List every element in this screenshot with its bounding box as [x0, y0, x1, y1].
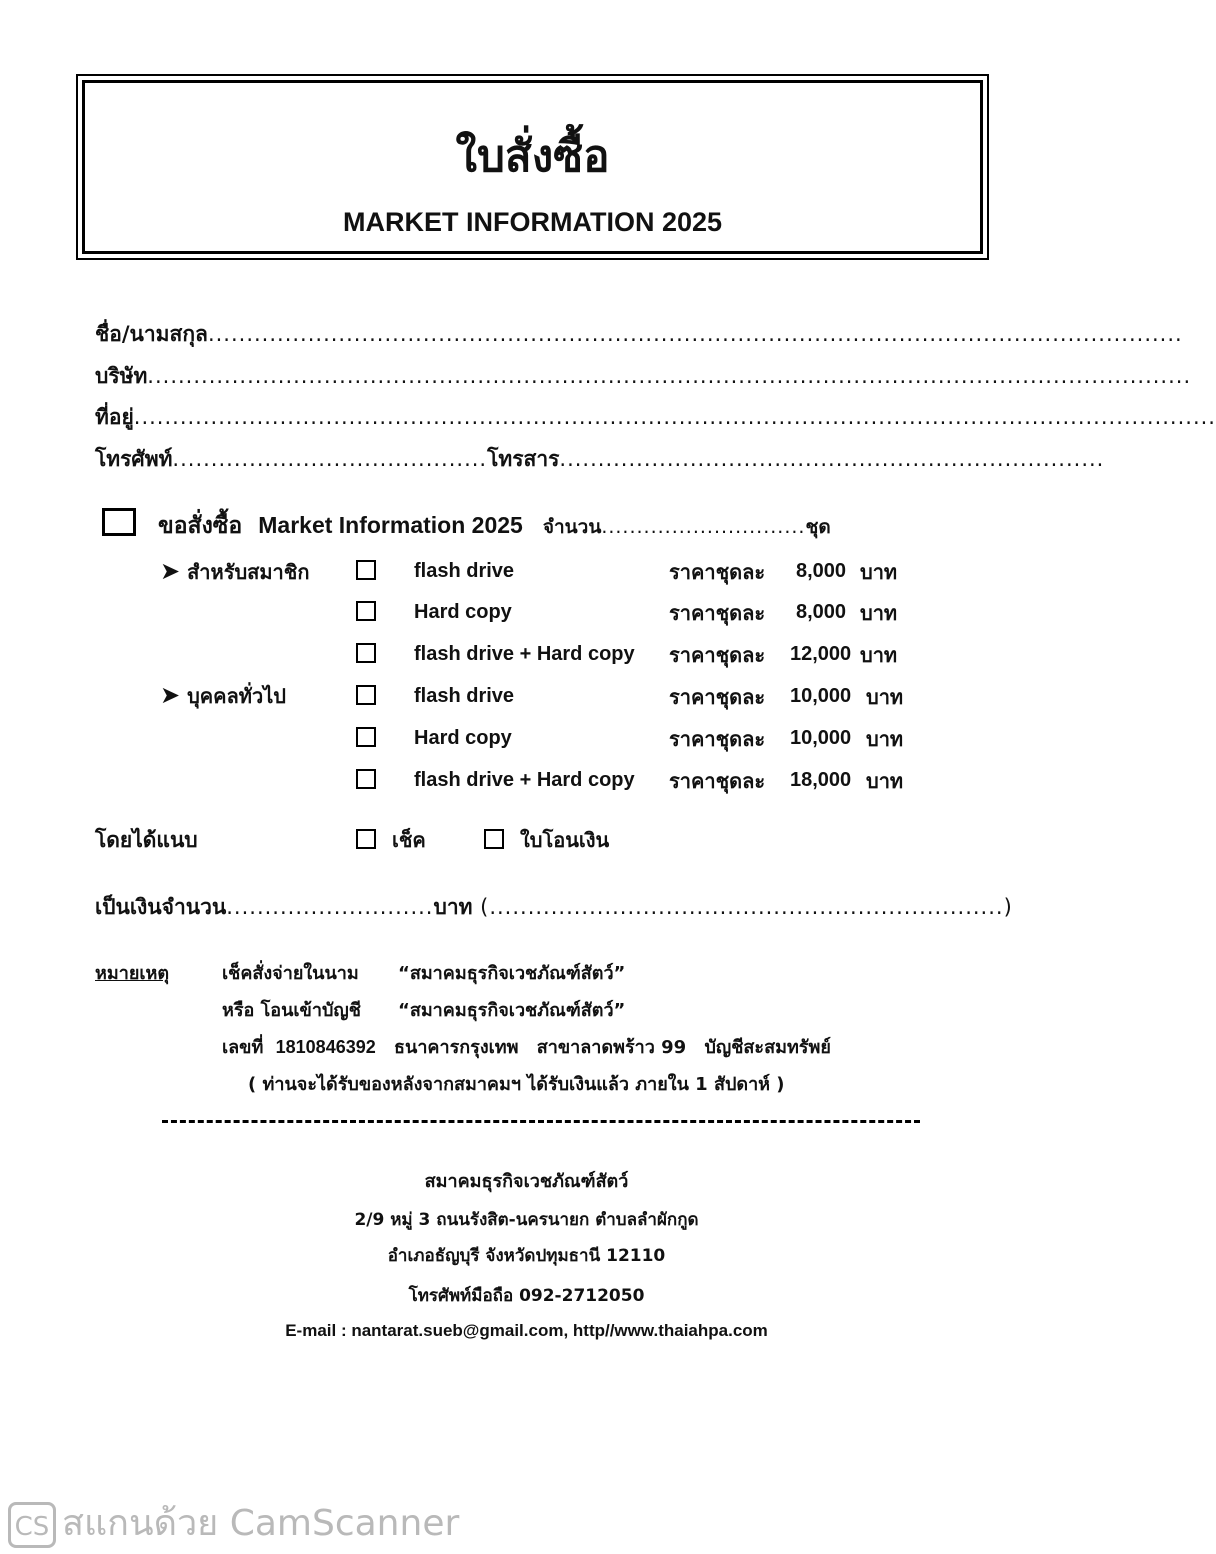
group-members-label: สำหรับสมาชิก — [187, 560, 310, 584]
company-field[interactable]: บริษัท........................................................................................................................................ — [95, 364, 1192, 388]
name-field[interactable]: ชื่อ/นามสกุล............................................................................................................................... — [95, 322, 1183, 346]
price-value: 18,000 — [790, 769, 852, 791]
footer-phone: โทรศัพท์มือถือ 092-2712050 — [408, 1286, 645, 1306]
camscanner-logo-icon: CS — [8, 1502, 56, 1548]
camscanner-watermark — [8, 1494, 459, 1551]
group-general-label: บุคคลทั่วไป — [187, 684, 286, 708]
footer-address2: อำเภอธัญบุรี จังหวัดปทุมธานี 12110 — [387, 1246, 666, 1266]
note-line1-label: เช็คสั่งจ่ายในนาม — [222, 963, 359, 984]
checkbox-member-flash[interactable] — [356, 560, 376, 580]
option-name: Hard copy — [414, 727, 512, 749]
order-checkbox[interactable] — [102, 508, 136, 536]
attach-label: โดยได้แนบ — [95, 828, 198, 852]
price-currency: บาท — [866, 769, 904, 793]
name-label: ชื่อ/นามสกุล — [95, 322, 208, 346]
footer-org: สมาคมธุรกิจเวชภัณฑ์สัตว์ — [424, 1171, 629, 1192]
price-label: ราคาชุดละ — [669, 727, 766, 751]
option-name: flash drive — [414, 685, 515, 707]
checkbox-general-flash[interactable] — [356, 685, 376, 705]
address-field[interactable]: ที่อยู่............................................................................................................................................. — [95, 405, 1216, 429]
price-currency: บาท — [860, 601, 898, 625]
divider — [162, 1120, 920, 1123]
address-label: ที่อยู่ — [95, 405, 134, 429]
price-currency: บาท — [860, 643, 898, 667]
checkbox-member-hardcopy[interactable] — [356, 601, 376, 621]
watermark-text: สแกนด้วย CamScanner — [62, 1503, 460, 1544]
price-label: ราคาชุดละ — [669, 601, 766, 625]
amount-field[interactable]: เป็นเงินจำนวน...........................บาท (...................................................................) — [95, 895, 1013, 919]
note-heading: หมายเหตุ — [95, 963, 170, 984]
checkbox-general-hardcopy[interactable] — [356, 727, 376, 747]
price-value: 12,000 — [790, 643, 852, 665]
option-name: flash drive — [414, 560, 515, 582]
company-label: บริษัท — [95, 364, 148, 388]
price-value: 10,000 — [790, 685, 852, 707]
price-label: ราคาชุดละ — [669, 769, 766, 793]
checkbox-member-both[interactable] — [356, 643, 376, 663]
price-value: 8,000 — [796, 560, 847, 582]
phone-field[interactable]: โทรศัพท์.........................................โทรสาร....................................................................... — [95, 447, 1105, 471]
price-value: 8,000 — [796, 601, 847, 623]
account-label: เลขที่ — [222, 1037, 264, 1058]
order-line — [158, 508, 831, 544]
note-line2-value: “สมาคมธุรกิจเวชภัณฑ์สัตว์” — [398, 1000, 626, 1021]
account-line — [222, 1032, 831, 1061]
checkbox-cheque[interactable] — [356, 829, 376, 849]
order-prefix: ขอสั่งซื้อ — [158, 513, 243, 539]
price-currency: บาท — [866, 685, 904, 709]
amount-baht: บาท — [433, 895, 473, 919]
option-name: flash drive + Hard copy — [414, 769, 635, 791]
bank-name: ธนาคารกรุงเทพ — [394, 1037, 519, 1058]
price-label: ราคาชุดละ — [669, 560, 766, 584]
note-line2-label: หรือ โอนเข้าบัญชี — [222, 1000, 361, 1021]
page-title: ใบสั่งซื้อ — [455, 131, 610, 182]
footer-email: E-mail : nantarat.sueb@gmail.com, http//www.thaiahpa.com — [285, 1321, 768, 1340]
price-value: 10,000 — [790, 727, 852, 749]
price-label: ราคาชุดละ — [669, 685, 766, 709]
arrow-icon: ➤ — [160, 681, 181, 709]
phone-label: โทรศัพท์ — [95, 447, 173, 471]
fax-label: โทรสาร — [487, 447, 560, 471]
bank-branch: สาขาลาดพร้าว 99 — [536, 1037, 687, 1058]
group-general — [160, 680, 286, 712]
price-currency: บาท — [860, 560, 898, 584]
option-name: flash drive + Hard copy — [414, 643, 635, 665]
cheque-label: เช็ค — [392, 828, 426, 852]
transfer-label: ใบโอนเงิน — [520, 828, 610, 852]
checkbox-general-both[interactable] — [356, 769, 376, 789]
arrow-icon: ➤ — [160, 557, 181, 585]
page-subtitle: MARKET INFORMATION 2025 — [342, 207, 723, 237]
price-label: ราคาชุดละ — [669, 643, 766, 667]
title-box — [76, 74, 989, 260]
title-box-inner — [82, 80, 983, 254]
note-line1-value: “สมาคมธุรกิจเวชภัณฑ์สัตว์” — [398, 963, 626, 984]
delivery-note: ( ท่านจะได้รับของหลังจากสมาคมฯ ได้รับเงินแล้ว ภายใน 1 สัปดาห์ ) — [248, 1074, 785, 1095]
order-quantity-input[interactable]: ............................. — [601, 516, 806, 538]
amount-label: เป็นเงินจำนวน — [95, 895, 227, 919]
price-currency: บาท — [866, 727, 904, 751]
order-unit: ชุด — [805, 516, 831, 538]
order-quantity-label: จำนวน — [542, 516, 602, 538]
group-members — [160, 556, 309, 588]
account-type: บัญชีสะสมทรัพย์ — [704, 1037, 831, 1058]
footer-address1: 2/9 หมู่ 3 ถนนรังสิต-นครนายก ตำบลลำผักกูด — [354, 1210, 699, 1230]
order-product: Market Information 2025 — [258, 512, 523, 538]
account-number: 1810846392 — [275, 1037, 376, 1057]
option-name: Hard copy — [414, 601, 512, 623]
checkbox-transfer[interactable] — [484, 829, 504, 849]
